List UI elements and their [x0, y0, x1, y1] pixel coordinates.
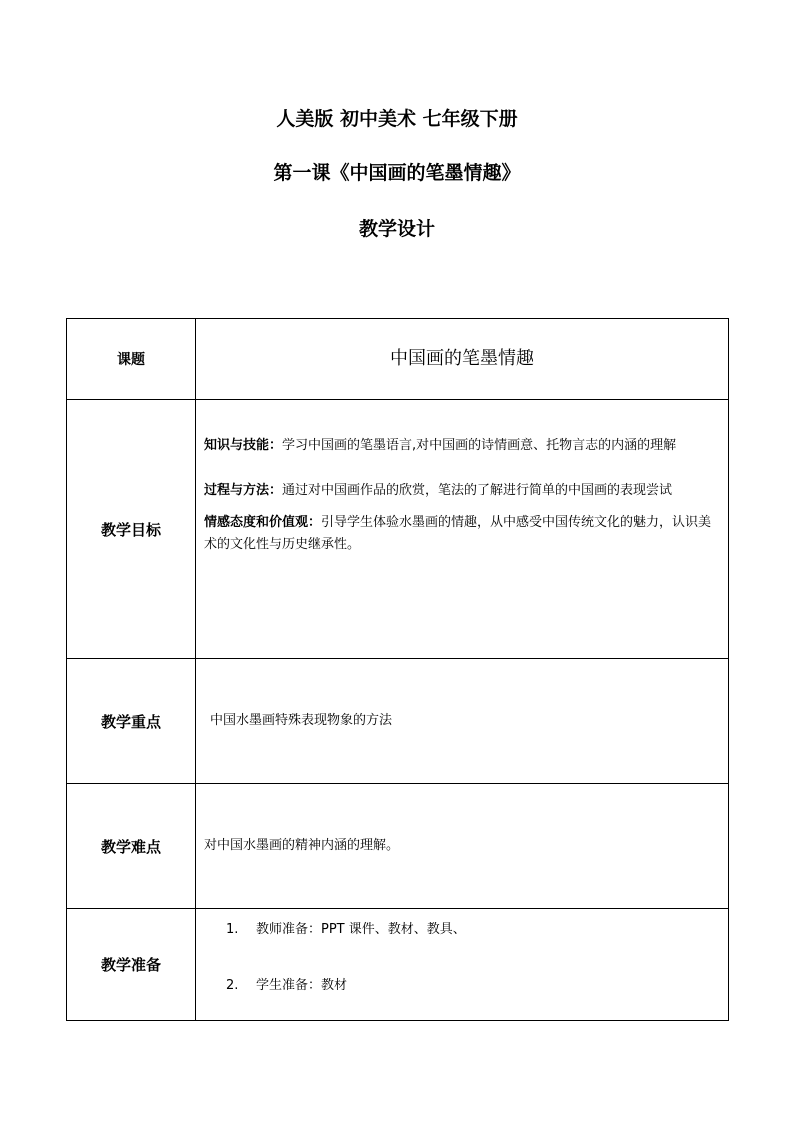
goal-process-text: 通过对中国画作品的欣赏，笔法的了解进行简单的中国画的表现尝试: [282, 483, 673, 498]
goals-content: [196, 400, 728, 658]
list-item: [226, 920, 466, 940]
goal-emotion: [204, 512, 720, 556]
goal-emotion-title: 情感态度和价值观：: [204, 515, 322, 530]
table-row-difficulties: [67, 784, 729, 909]
list-item-number: 2.: [226, 978, 239, 993]
goal-knowledge: [204, 435, 720, 457]
list-item-number: 1.: [226, 922, 239, 937]
table-row-preparation: [67, 909, 729, 1021]
goal-emotion-text: 引导学生体验水墨画的情趣，从中感受中国传统文化的魅力，认识美术的文化性与历史继承性。: [204, 515, 712, 552]
key-points-label: 教学重点: [67, 659, 196, 784]
goals-label: 教学目标: [67, 400, 196, 659]
publisher-title: 人美版 初中美术 七年级下册: [276, 108, 518, 130]
preparation-list: [196, 909, 728, 1020]
goal-process: [204, 480, 720, 502]
table-row-goals: [67, 400, 729, 659]
goal-knowledge-text: 学习中国画的笔墨语言,对中国画的诗情画意、托物言志的内涵的理解: [282, 438, 677, 453]
list-item: [226, 976, 347, 996]
difficulties-value: 对中国水墨画的精神内涵的理解。: [204, 838, 400, 853]
difficulties-label: 教学难点: [67, 784, 196, 909]
document-type-title: 教学设计: [358, 218, 435, 240]
lesson-plan-table: [66, 318, 729, 1021]
topic-value: 中国画的笔墨情趣: [390, 348, 534, 369]
key-points-value: 中国水墨画特殊表现物象的方法: [210, 713, 393, 728]
list-item-text: 教师准备：PPT 课件、教材、教具、: [256, 922, 466, 937]
lesson-title: 第一课《中国画的笔墨情趣》: [273, 162, 521, 184]
table-row-topic: [67, 319, 729, 400]
goal-process-title: 过程与方法：: [204, 483, 283, 498]
topic-label: 课题: [67, 319, 196, 400]
preparation-label: 教学准备: [67, 909, 196, 1021]
list-item-text: 学生准备：教材: [256, 978, 348, 993]
goal-knowledge-title: 知识与技能：: [204, 438, 283, 453]
table-row-key-points: [67, 659, 729, 784]
